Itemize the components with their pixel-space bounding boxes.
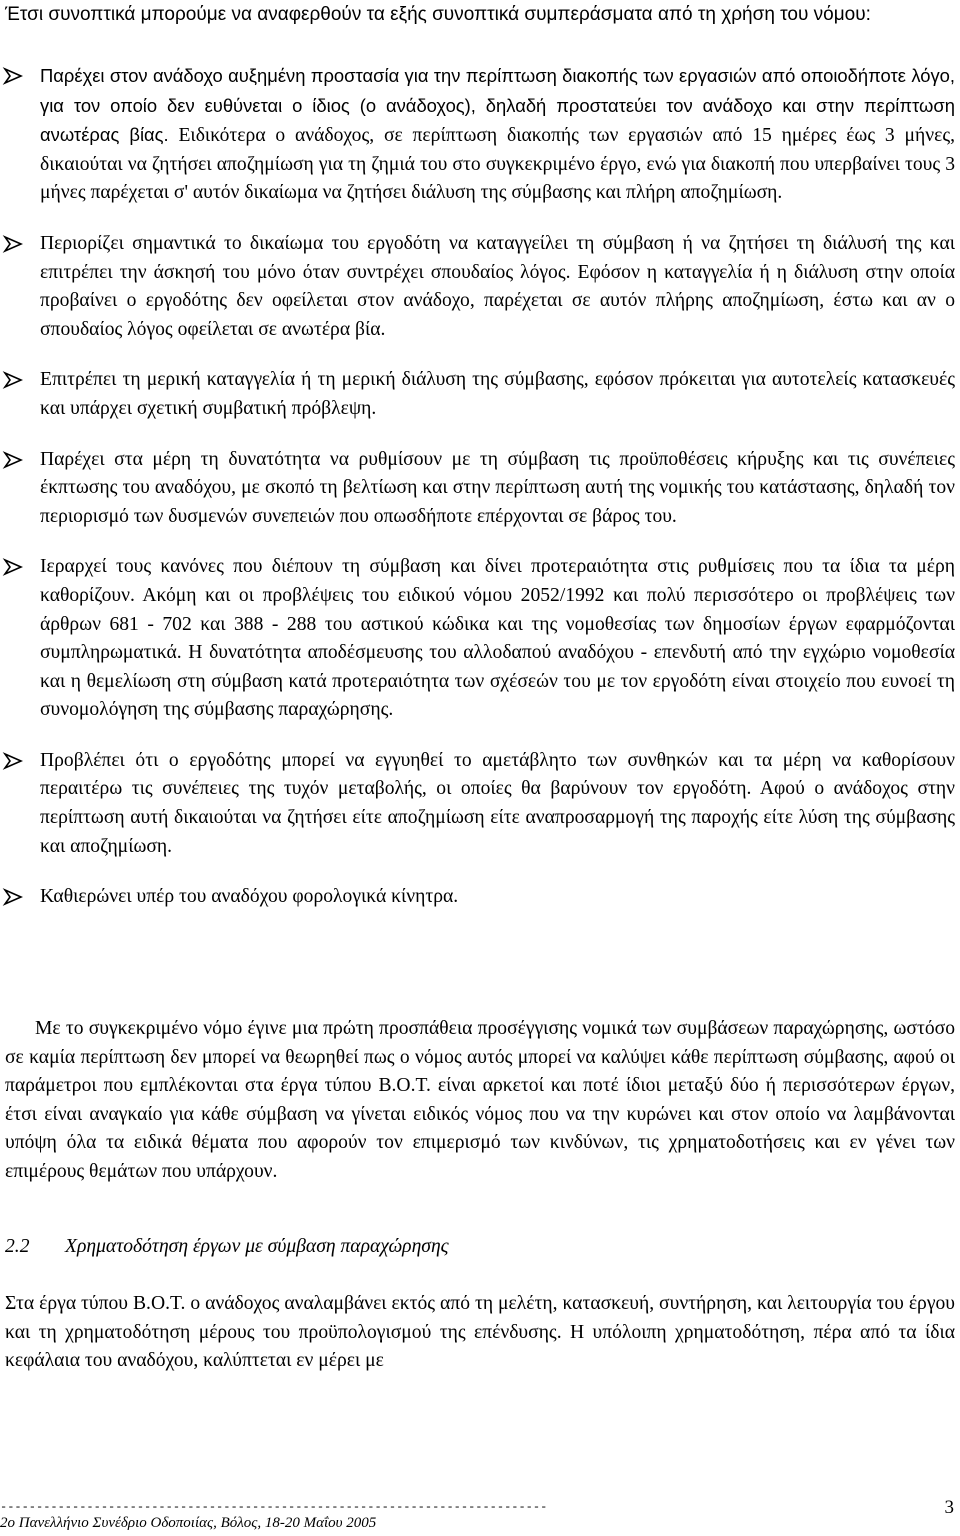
bullet-rest-text: Ειδικότερα ο ανάδοχος, σε περίπτωση διακοπής των εργασιών από 15 ημέρες έως 3 μήνες, δικαιούται να ζητήσει αποζημίωση για τη ζημιά του στο συγκεκριμένο έργο, ενώ για διακοπή που υπερβαίνει τους 3 μήνες παρέχεται σ' αυτόν δικαίωμα να ζητήσει διάλυση της σύμβασης και πλήρη αποζημίωση. bbox=[40, 125, 955, 204]
footer-conference: 2ο Πανελλήνιο Συνέδριο Οδοποιίας, Βόλος, 18-20 Μαΐου 2005 bbox=[0, 1515, 377, 1531]
bullet-text: Καθιερώνει υπέρ του αναδόχου φορολογικά κίνητρα. bbox=[40, 886, 459, 908]
bullet-text: Προβλέπει ότι ο εργοδότης μπορεί να εγγυηθεί το αμετάβλητο των συνθηκών και τα μέρη να καθορίσουν περαιτέρω τις συνέπειες της τυχόν μεταβολής, οι οποίες θα βαρύνουν τον εργοδότη. Αφού ο ανάδοχος στην περίπτωση αυτή δικαιούται να ζητήσει είτε αποζημίωση είτε αναπροσαρμογή της παροχής είτε λύση της σύμβασης και αποζημίωση. bbox=[40, 749, 955, 857]
bullet-text: Παρέχει στα μέρη τη δυνατότητα να ρυθμίσουν με τη σύμβαση τις προϋποθέσεις κήρυξης και τις συνέπειες έκπτωσης του αναδόχου, με σκοπό τη βελτίωση και στην περίπτωση αυτή της νομικής του κατάστασης, δηλαδή τον περιορισμό των δυσμενών συνεπειών που οπωσδήποτε επέρχονται σε βάρος του. bbox=[40, 448, 955, 527]
bullet-text: Περιορίζει σημαντικά το δικαίωμα του εργοδότη να καταγγείλει τη σύμβαση ή να ζητήσει τη διάλυσή της και επιτρέπει την άσκησή του μόνο όταν συντρέχει σπουδαίος λόγος. Εφόσον η καταγγελία ή η διάλυση στην οποία προβαίνει ο εργοδότης δεν οφείλεται στον ανάδοχο, παρέχεται σε αυτόν πλήρης αποζημίωση, έστω και αν ο σπουδαίος λόγος οφείλεται σε ανωτέρα βία. bbox=[40, 232, 955, 340]
bullet-list bbox=[0, 62, 960, 934]
bullet-text bbox=[40, 62, 955, 208]
bullet-text: Επιτρέπει τη μερική καταγγελία ή τη μερική διάλυση της σύμβασης, εφόσον πρόκειται για αυτοτελείς κατασκευές και υπάρχει σχετική συμβατική πρόβλεψη. bbox=[40, 369, 955, 419]
section-heading bbox=[5, 1233, 955, 1262]
bullet-lead-text: Παρέχει στον ανάδοχο αυξημένη προστασία για την περίπτωση διακοπής των εργασιών από οποιοδήποτε λόγο, για τον οποίο δεν ευθύνεται ο ίδιος (ο ανάδοχος), δηλαδή προστατεύει τον ανάδοχο και στην περίπτωση ανωτέρας βίας. bbox=[40, 65, 955, 146]
section-title: Χρηματοδότηση έργων με σύμβαση παραχώρησης bbox=[65, 1236, 449, 1257]
bullet-item bbox=[0, 446, 955, 532]
bullet-item bbox=[0, 366, 955, 423]
arrowhead-bullet-icon bbox=[2, 366, 24, 394]
arrowhead-bullet-icon bbox=[2, 747, 24, 775]
arrowhead-bullet-icon bbox=[2, 883, 24, 911]
bullet-text: Ιεραρχεί τους κανόνες που διέπουν τη σύμβαση και δίνει προτεραιότητα στις ρυθμίσεις που τα ίδια τα μέρη καθορίζουν. Ακόμη και οι προβλέψεις του ειδικού νόμου 2052/1992 και πολύ περισσότερο οι προβλέψεις των άρθρων 681 - 702 και 388 - 288 του αστικού κώδικα και της νομοθεσίας των δημοσίων έργων εφαρμόζονται συμπληρωματικά. Η δυνατότητα αποδέσμευσης του αλλοδαπού αναδόχου - επενδυτή από την εγχώριο νομοθεσία και η θεμελίωση στη σύμβαση κατά προτεραιότητα των σχέσεών του με τον εργοδότη είναι στοιχείο που ευνοεί τη συνομολόγηση της σύμβασης παραχώρησης. bbox=[40, 556, 955, 721]
footer-rule: ---------------------------------------------------------------------------- bbox=[0, 1500, 548, 1514]
bullet-item bbox=[0, 230, 955, 344]
bullet-item bbox=[0, 747, 955, 861]
bullet-item bbox=[0, 62, 955, 208]
intro-text: Έτσι συνοπτικά μπορούμε να αναφερθούν τα εξής συνοπτικά συμπεράσματα από τη χρήση του νόμου: bbox=[5, 4, 871, 25]
page-number: 3 bbox=[944, 1497, 954, 1518]
body-paragraph: Με το συγκεκριμένο νόμο έγινε μια πρώτη προσπάθεια προσέγγισης νομικά των συμβάσεων παραχώρησης, ωστόσο σε καμία περίπτωση δεν μπορεί να θεωρηθεί πως ο νόμος αυτός μπορεί να καλύψει κάθε περίπτωση σύμβασης, αφού οι παράμετροι που εμπλέκονται στα έργα τύπου Β.Ο.Τ. είναι αρκετοί και ποτέ ίδιοι μεταξύ δύο ή περισσότερων έργων, έτσι είναι αναγκαίο για κάθε σύμβαση να γίνεται ειδικός νόμος που να την κυρώνει και στον οποίο να λαμβάνονται υπόψη όλα τα ειδικά θέματα που αφορούν τον επιμερισμό των κινδύνων, τις χρηματοδοτήσεις και εν γένει των επιμέρους θεμάτων που υπάρχουν. bbox=[5, 1018, 955, 1182]
arrowhead-bullet-icon bbox=[2, 230, 24, 258]
bullet-item bbox=[0, 883, 955, 912]
arrowhead-bullet-icon bbox=[2, 446, 24, 474]
arrowhead-bullet-icon bbox=[2, 553, 24, 581]
intro-paragraph bbox=[5, 0, 955, 29]
body-paragraph-2: Στα έργα τύπου Β.Ο.Τ. ο ανάδοχος αναλαμβάνει εκτός από τη μελέτη, κατασκευή, συντήρηση, και λειτουργία του έργου και τη χρηματοδότηση μέρους του προϋπολογισμού της επένδυσης. Η υπόλοιπη χρηματοδότηση, πέρα από τα ίδια κεφάλαια του αναδόχου, καλύπτεται εν μέρει με bbox=[5, 1293, 955, 1372]
section-number: 2.2 bbox=[5, 1236, 30, 1257]
arrowhead-bullet-icon bbox=[2, 62, 24, 90]
bullet-item bbox=[0, 553, 955, 725]
